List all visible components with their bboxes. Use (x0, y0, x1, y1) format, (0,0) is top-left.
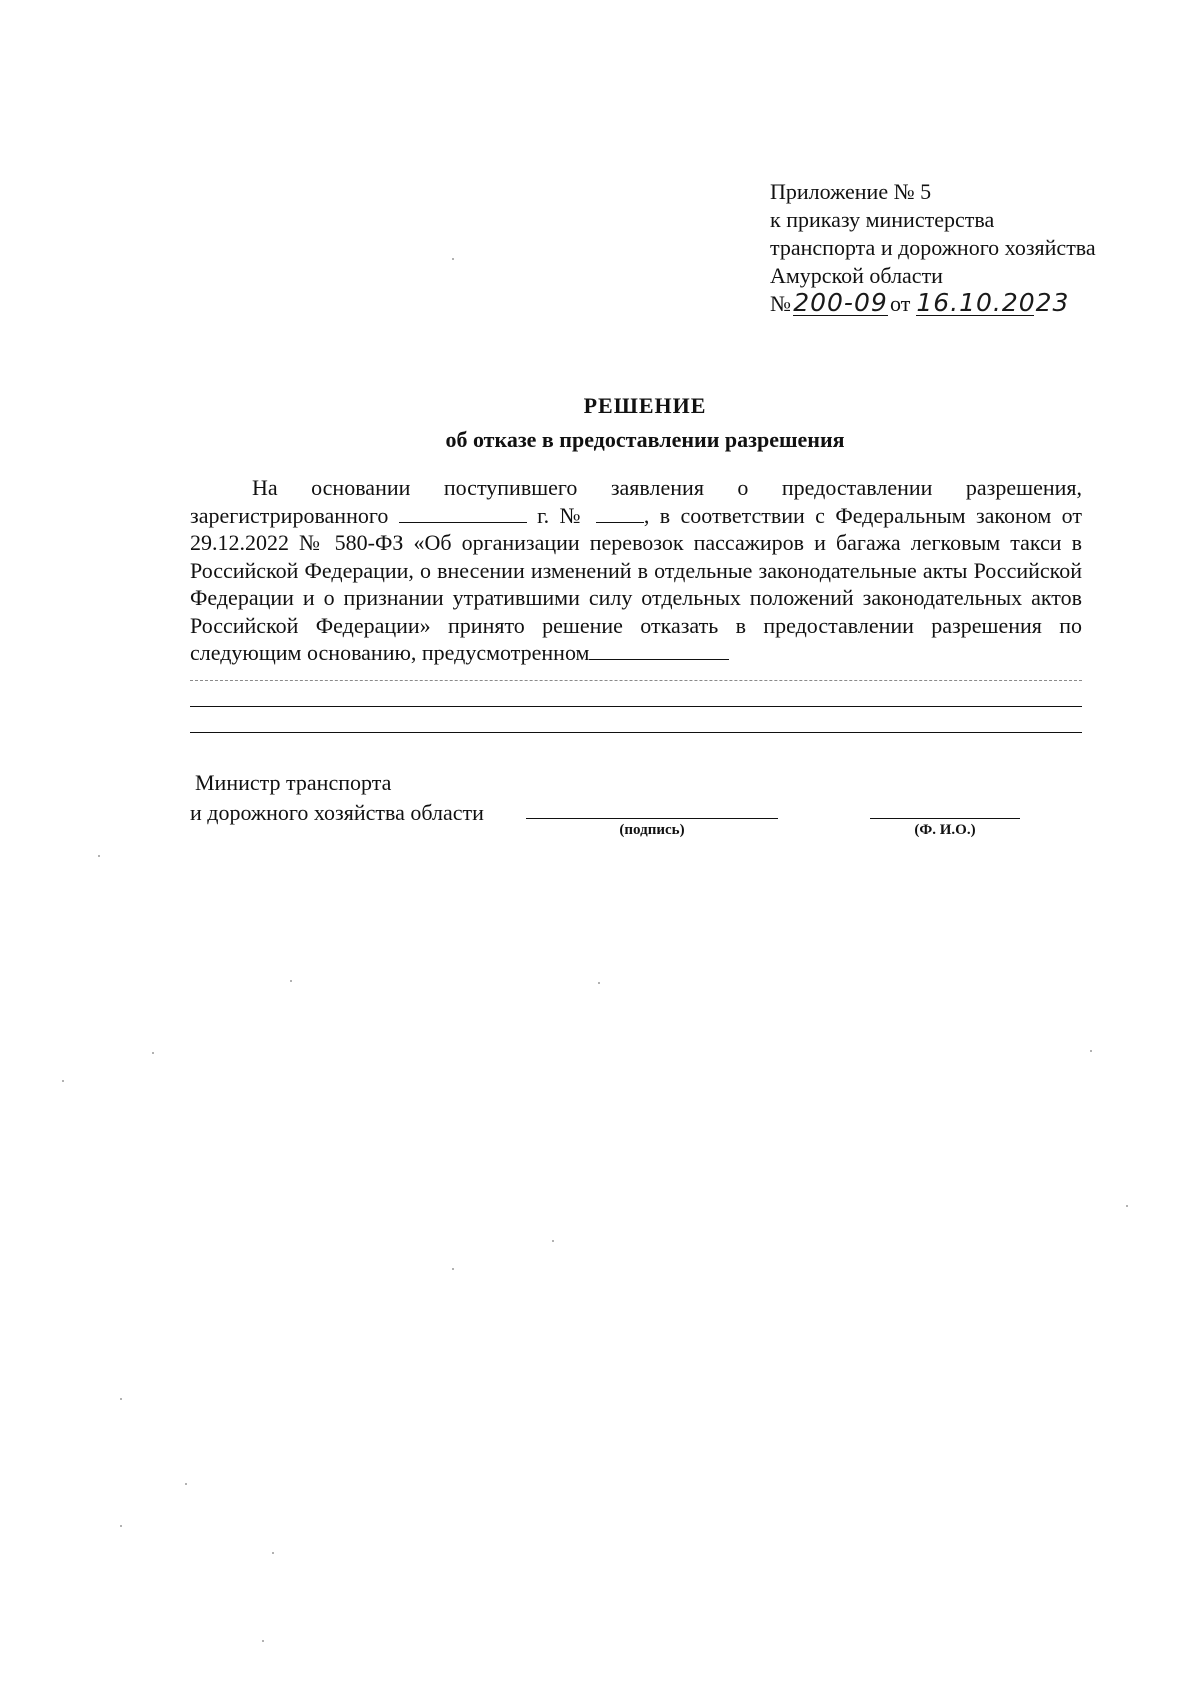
scan-speck (290, 980, 292, 982)
registration-number-blank[interactable] (596, 504, 644, 523)
signature-line[interactable] (526, 818, 778, 819)
scan-speck (1090, 1050, 1092, 1052)
scan-speck (272, 1552, 274, 1554)
body-text-part3: , в соответствии с Федеральным законом от 29.12.2022 № 580-ФЗ «Об организации перевозок пассажиров и багажа легковым такси в Российской Федерации, о внесении изменений в отдельные законодательные акты Российской Федерации и о признании утратившими силу отдельных положений законодательных актов Российской Федерации» принято решение отказать в предоставлении разрешения по следующим основанию, предусмотренном (190, 502, 1082, 665)
scan-speck (552, 1240, 554, 1242)
document-subtitle: об отказе в предоставлении разрешения (445, 427, 845, 452)
grounds-line-1[interactable] (190, 680, 1082, 681)
scan-speck (98, 855, 100, 857)
scan-speck (452, 1268, 454, 1270)
order-reference (770, 290, 1096, 318)
appendix-ministry-line: транспорта и дорожного хозяйства (770, 235, 1096, 260)
body-paragraph (190, 474, 1082, 667)
scan-speck (152, 1052, 154, 1054)
date-prefix: от (890, 291, 911, 316)
number-prefix: № (770, 291, 791, 316)
registration-date-blank[interactable] (399, 504, 527, 523)
title-block (0, 393, 1200, 453)
scan-speck (262, 1640, 264, 1642)
scan-speck (62, 1080, 64, 1082)
body-text-part2: г. № (537, 502, 586, 528)
appendix-region-line: Амурской области (770, 263, 943, 288)
signatory-role-line2: и дорожного хозяйства области (190, 800, 484, 825)
full-name-line[interactable] (870, 818, 1020, 819)
scan-speck (120, 1398, 122, 1400)
body-text-part1: На основании поступившего заявления о предоставлении разрешения, зарегистрированного (190, 475, 1082, 528)
grounds-blank[interactable] (589, 641, 729, 660)
grounds-line-3[interactable] (190, 732, 1082, 733)
handwritten-order-number: 200-09 (793, 288, 888, 317)
appendix-title: Приложение № 5 (770, 179, 932, 204)
scan-speck (185, 1483, 187, 1485)
document-title: РЕШЕНИЕ (583, 393, 707, 418)
grounds-line-2[interactable] (190, 706, 1082, 707)
full-name-caption: (Ф. И.О.) (914, 822, 976, 838)
appendix-order-line: к приказу министерства (770, 207, 995, 232)
handwritten-order-date: 16.10.2023 (916, 288, 1070, 317)
scan-speck (598, 982, 600, 984)
scan-speck (120, 1525, 122, 1527)
scan-speck (452, 258, 454, 260)
appendix-block (770, 178, 1096, 318)
scan-speck (1126, 1205, 1128, 1207)
signature-caption: (подпись) (619, 822, 685, 838)
signatory-role-line1: Министр транспорта (195, 770, 392, 795)
